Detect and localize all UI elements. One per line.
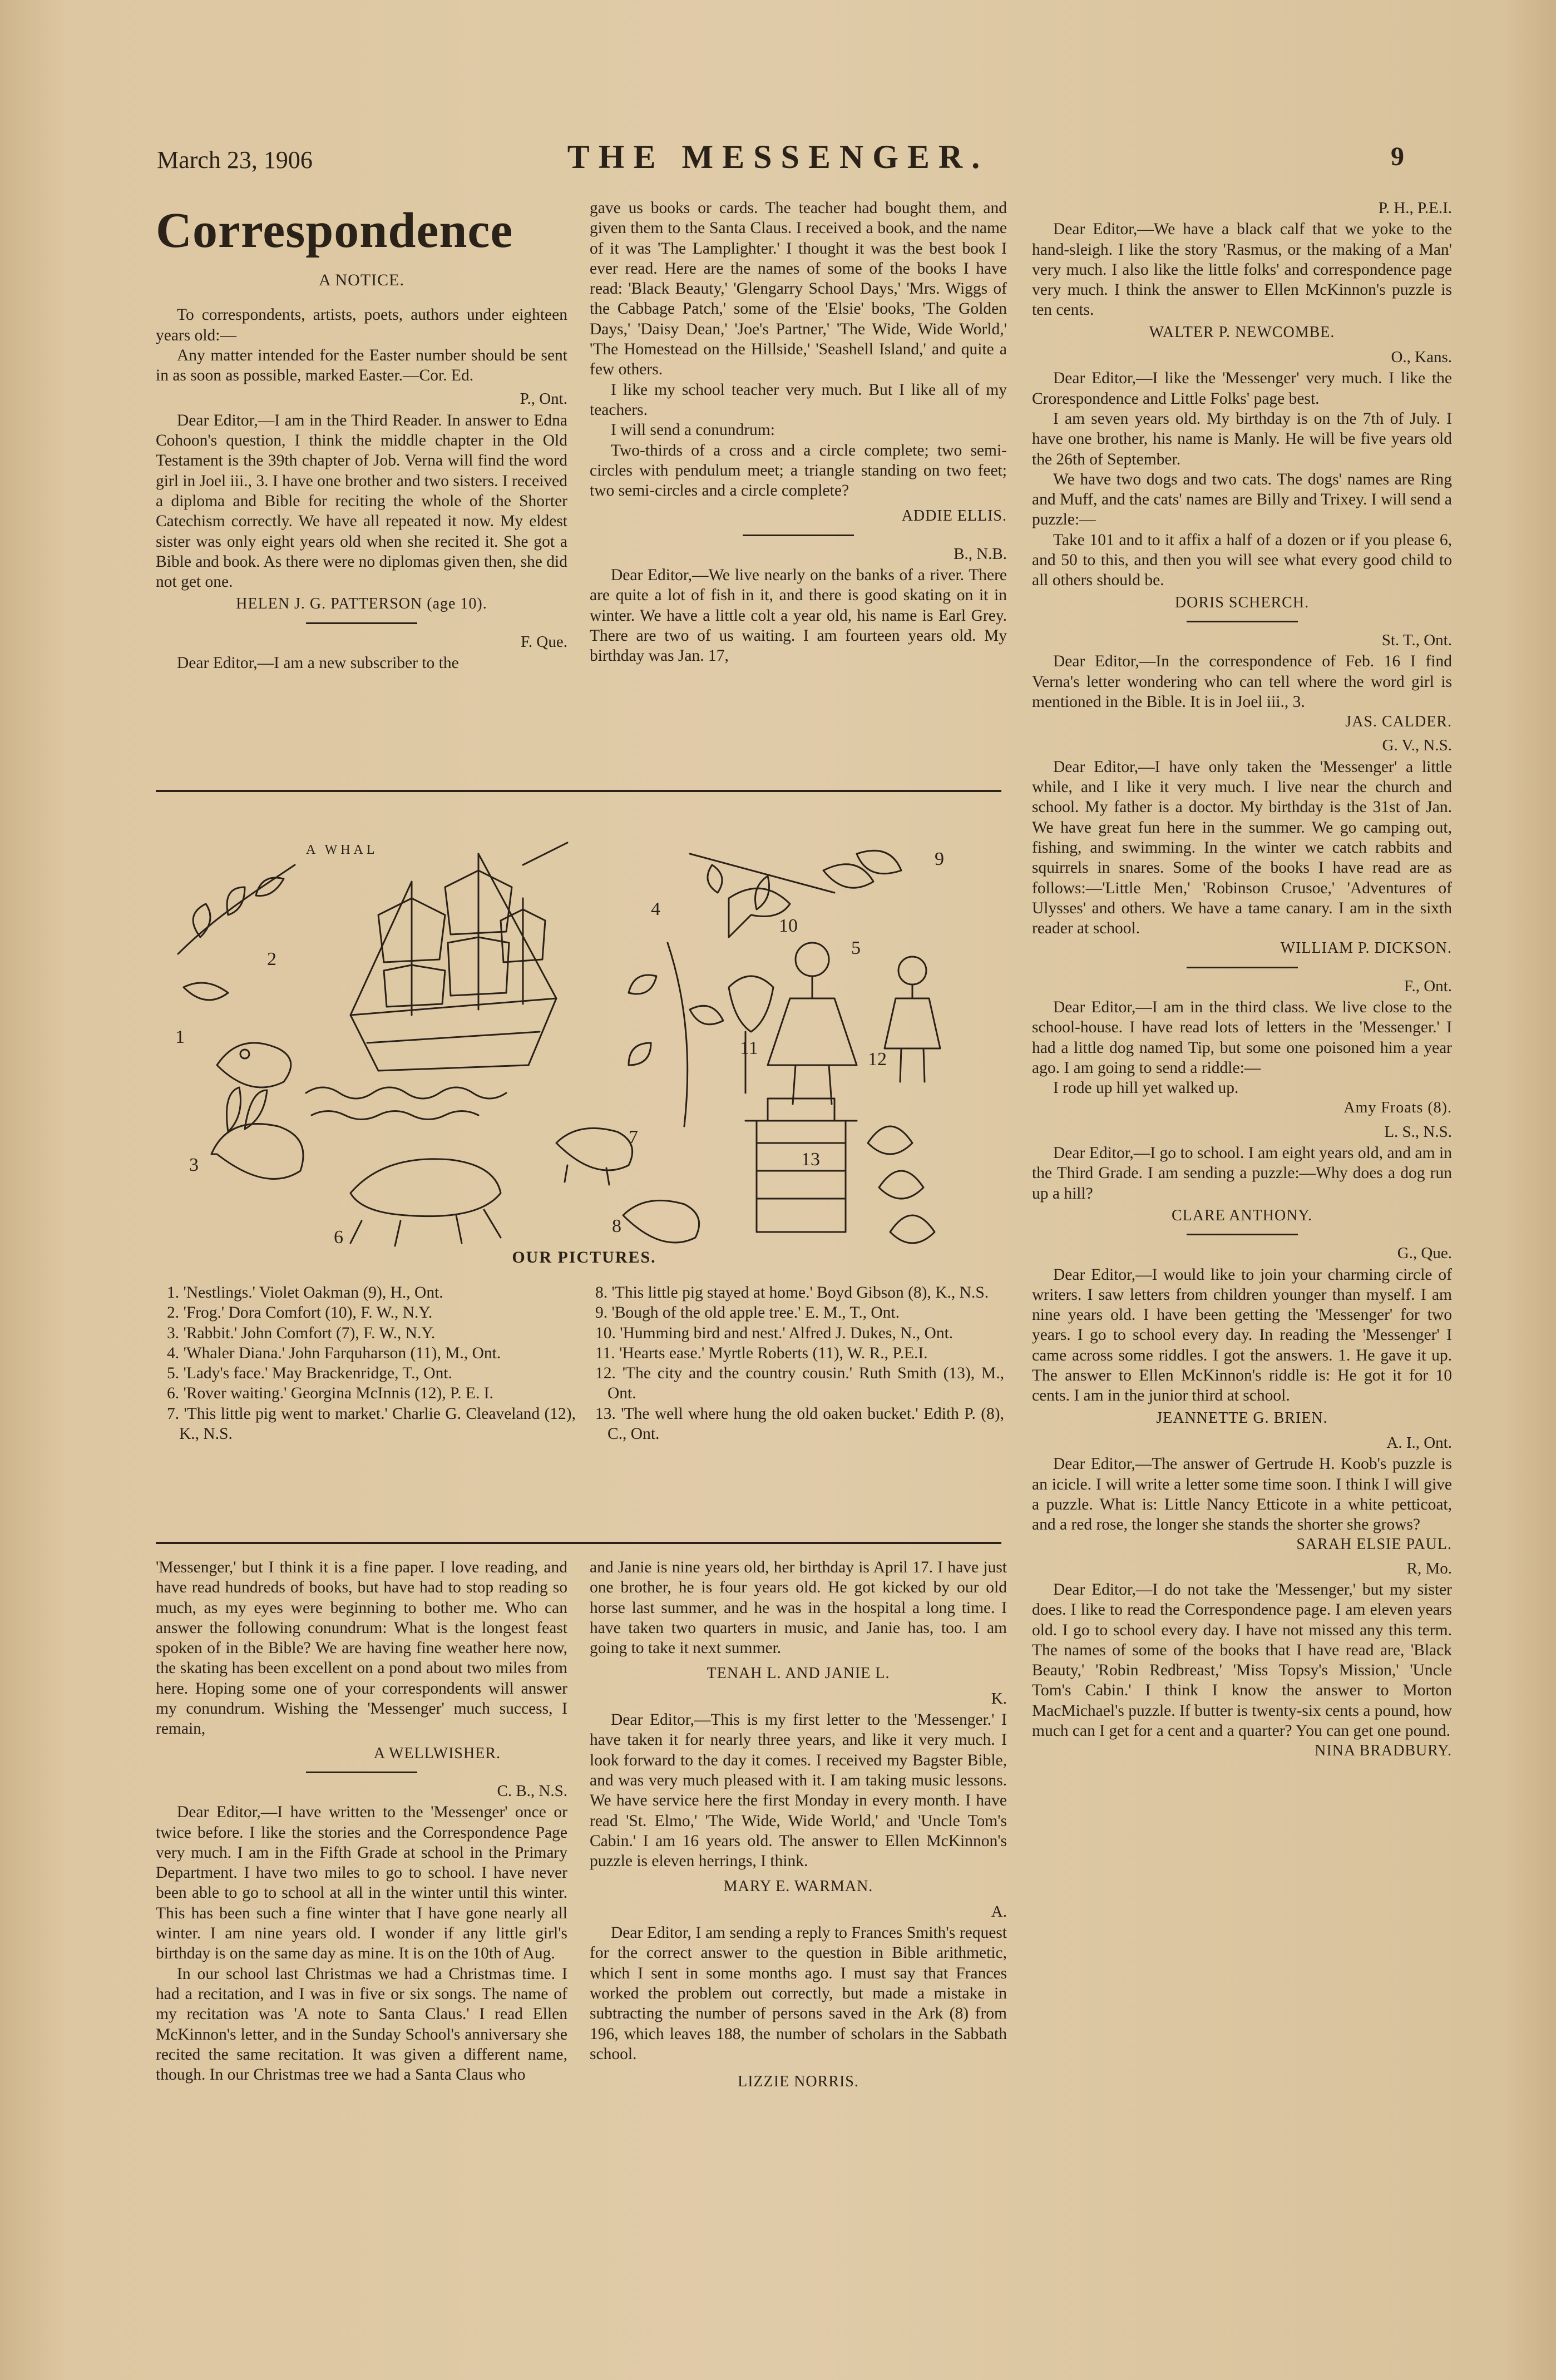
picture-number: 3	[189, 1155, 199, 1175]
picture-number: 9	[935, 849, 944, 869]
letter-text: Dear Editor,—We live nearly on the banks of a river. There are quite a lot of fish in it, and there is good skating on it in winter. We have a little colt a year old, his name is Earl Grey. There are two of us waiting. I am fourteen years old. My birthday was Jan. 17,	[590, 566, 1007, 665]
picture-credit: 13. 'The well where hung the old oaken bucket.' Edith P. (8), C., Ont.	[595, 1404, 1004, 1443]
letter-location: P. H., P.E.I.	[1378, 199, 1452, 217]
letter-text: Dear Editor,—I have written to the 'Messenger' once or twice before. I like the stories and the Correspondence Page very much. I am in the Fifth Grade at school in the Primary Department. I have two miles to go to school. I have never been able to go to school at all in the winter until this winter. This has been such a fine winter that I have gone nearly all winter. I am nine years old. I wonder if any little girl's birthday is on the same day as mine. It is on the 10th of Aug.	[156, 1803, 567, 1963]
letter-text: In our school last Christmas we had a Christmas time. I had a recitation, and I was in five or six songs. The name of my recitation was 'A note to Santa Claus.' I read Ellen McKinnon's letter, and in the Sunday School's anniversary she recited the same recitation. It was given a different name, though. In our Christmas tree we had a Santa Claus who	[156, 1965, 567, 2084]
our-pictures-heading: OUR PICTURES.	[512, 1248, 656, 1266]
correspondence-heading: Correspondence	[156, 203, 513, 258]
letter-signature: NINA BRADBURY.	[1315, 1742, 1452, 1760]
picture-credit: 5. 'Lady's face.' May Brackenridge, T., Ont.	[167, 1364, 452, 1383]
picture-number: 13	[801, 1149, 820, 1170]
letter-signature: CLARE ANTHONY.	[1171, 1206, 1313, 1224]
horizontal-rule	[156, 790, 1001, 792]
conundrum: Two-thirds of a cross and a circle complete; two semi-circles with pendulum meet; a triangle standing on two feet; two semi-circles and a circle complete?	[590, 441, 1007, 500]
letter-signature: LIZZIE NORRIS.	[738, 2073, 859, 2091]
column-1	[156, 200, 567, 673]
picture-number: 6	[334, 1227, 343, 1248]
picture-number: 7	[629, 1127, 638, 1147]
letter-location: R, Mo.	[1406, 1559, 1452, 1577]
riddle: I rode up hill yet walked up.	[1053, 1079, 1239, 1097]
letter-signature: ADDIE ELLIS.	[901, 507, 1007, 525]
letter-text: Dear Editor,—I do not take the 'Messenger,' but my sister does. I like to read the Correspondence page. I am eleven years old. I go to school every day. I have not missed any this term. The names of some of the books that I have read are, 'Black Beauty,' 'Robin Redbreast,' 'Miss Topsy's Mission,' 'Uncle Tom's Cabin.' I think I know the answer to Morton MacMichael's puzzle. If butter is twenty-six cents a pound, how much can I get for a cent and a quarter? You can get one pound.	[1032, 1581, 1452, 1740]
picture-credit: 7. 'This little pig went to market.' Charlie G. Cleaveland (12), K., N.S.	[167, 1404, 576, 1443]
letter-signature: A WELLWISHER.	[373, 1744, 501, 1762]
picture-credit: 11. 'Hearts ease.' Myrtle Roberts (11), W. R., P.E.I.	[595, 1344, 928, 1362]
letter-location: L. S., N.S.	[1384, 1122, 1452, 1141]
children-drawings-illustration	[167, 832, 990, 1265]
picture-number: 11	[740, 1038, 758, 1058]
horizontal-rule	[156, 1542, 1001, 1544]
letter-text: Dear Editor,—This is my first letter to the 'Messenger.' I have taken it for nearly three years, and like it very much. I look forward to the day it comes. I received my Bagster Bible, and was very much pleased with it. I am taking music lessons. We have service here the first Monday in every month. I have read 'St. Elmo,' 'The Wide, Wide World,' and 'Uncle Tom's Cabin.' I am 16 years old. The answer to Ellen McKinnon's puzzle is eleven herrings, I think.	[590, 1711, 1007, 1871]
letter-text: Dear Editor, I am sending a reply to Frances Smith's request for the correct answer to the question in Bible arithmetic, which I sent in some months ago. I must say that Frances worked the problem out correctly, but made a mistake in subtracting the number of persons saved in the Ark (8) from 196, which leaves 188, the number of scholars in the Sabbath school.	[590, 1924, 1007, 2063]
picture-credit: 6. 'Rover waiting.' Georgina McInnis (12), P. E. I.	[167, 1384, 493, 1403]
letter-text: I like my school teacher very much. But I like all of my teachers.	[590, 380, 1007, 419]
picture-credit: 12. 'The city and the country cousin.' Ruth Smith (13), M., Ont.	[595, 1364, 1004, 1403]
letter-location: O., Kans.	[1391, 348, 1452, 367]
letter-signature: HELEN J. G. PATTERSON (age 10).	[236, 595, 487, 613]
lower-column-2	[590, 1557, 1007, 2096]
masthead-title: THE MESSENGER.	[567, 138, 989, 175]
letter-text: I am seven years old. My birthday is on the 7th of July. I have one brother, his name is Manly. He will be five years old the 26th of September.	[1032, 409, 1452, 468]
letter-signature: DORIS SCHERCH.	[1174, 593, 1310, 611]
picture-number: 2	[267, 949, 276, 969]
letter-text: gave us books or cards. The teacher had bought them, and given them to the Santa Claus. I received a book, and the name of it was 'The Lamplighter.' I thought it was the best book I ever read. Here are the names of some of the books I have read: 'Black Beauty,' 'Glengarry School Days,' 'Mrs. Wiggs of the Cabbage Patch,' some of the 'Elsie' books, 'The Golden Days,' 'Daisy Dean,' 'Joe's Partner,' 'The Wide, Wide World,' 'The Homestead on the Hillside,' 'Seashell Island,' and quite a few others.	[590, 199, 1007, 379]
letter-text: We have two dogs and two cats. The dogs' names are Ring and Muff, and the cats' names are Billy and Trixey. I will send a puzzle:—	[1032, 470, 1452, 529]
picture-credit: 2. 'Frog.' Dora Comfort (10), F. W., N.Y.	[167, 1304, 433, 1322]
letter-location: F., Ont.	[1404, 977, 1452, 995]
letter-signature: JAS. CALDER.	[1345, 713, 1452, 731]
separator	[743, 535, 854, 536]
letter-text: Dear Editor,—I have only taken the 'Messenger' a little while, and I like it very much. I live near the church and school. My father is a doctor. My birthday is the 31st of Jan. We have great fun here in the summer. We go camping out, fishing, and swimming. In the winter we catch rabbits and squirrels in snares. Some of the books I have read are as follows:—'Little Men,' 'Robinson Crusoe,' 'Adventures of Ulysses' and others. We have a tame canary. I am in the sixth reader at school.	[1032, 758, 1452, 938]
letter-text: Dear Editor,—The answer of Gertrude H. Koob's puzzle is an icicle. I will write a letter some time soon. I think I will give a puzzle. What is: Little Nancy Etticote in a white petticoat, and a red rose, the longer she stands the shorter she grows?	[1032, 1455, 1452, 1534]
column-2	[590, 198, 1007, 666]
letter-location: F. Que.	[521, 632, 567, 651]
picture-number: 5	[851, 938, 861, 958]
picture-credit: 10. 'Humming bird and nest.' Alfred J. Dukes, N., Ont.	[595, 1324, 954, 1342]
letter-text: I will send a conundrum:	[611, 421, 775, 439]
separator	[306, 1772, 417, 1773]
letter-signature: MARY E. WARMAN.	[723, 1878, 873, 1896]
letter-signature: SARAH ELSIE PAUL.	[1296, 1536, 1452, 1553]
picture-credit: 3. 'Rabbit.' John Comfort (7), F. W., N.Y.	[167, 1324, 436, 1342]
picture-number: 12	[868, 1049, 887, 1070]
lower-column-1	[156, 1557, 567, 2085]
letter-text: 'Messenger,' but I think it is a fine paper. I love reading, and have read hundreds of books, but have had to stop reading so much, as my eyes were beginning to bother me. Who can answer the following conundrum: What is the longest feast spoken of in the Bible? We are having fine weather here now, the skating has been excellent on a pond about two miles from here. Hoping some one of your correspondents will answer my conundrum. Wishing the 'Messenger' much success, I remain,	[156, 1558, 567, 1738]
letter-signature: TENAH L. AND JANIE L.	[707, 1665, 890, 1683]
letter-signature: WALTER P. NEWCOMBE.	[1149, 323, 1335, 341]
letter-text: Dear Editor,—I go to school. I am eight years old, and am in the Third Grade. I am sending a puzzle:—Why does a dog run up a hill?	[1032, 1144, 1452, 1203]
letter-location: G. V., N.S.	[1382, 736, 1452, 755]
letter-signature: Amy Froats (8).	[1343, 1099, 1452, 1117]
our-pictures-list-left	[167, 1283, 576, 1444]
issue-date: March 23, 1906	[157, 146, 313, 174]
letter-text: Dear Editor,—In the correspondence of Feb. 16 I find Verna's letter wondering who can tell where the word girl is mentioned in the Bible. It is in Joel iii., 3.	[1032, 652, 1452, 711]
letter-location: A.	[991, 1902, 1007, 1921]
notice-heading: A NOTICE.	[319, 271, 404, 289]
picture-number: 1	[175, 1027, 185, 1047]
letter-text: Dear Editor,—We have a black calf that we yoke to the hand-sleigh. I like the story 'Rasmus, or the making of a Man' very much. I also like the little folks' and correspondence page very much. I think the answer to Ellen McKinnon's puzzle is ten cents.	[1032, 220, 1452, 319]
picture-number: 4	[651, 899, 660, 919]
letter-signature: JEANNETTE G. BRIEN.	[1156, 1409, 1328, 1427]
picture-credit: 4. 'Whaler Diana.' John Farquharson (11), M., Ont.	[167, 1344, 501, 1362]
letter-text: and Janie is nine years old, her birthday is April 17. I have just one brother, he is four years old. He got kicked by our old horse last summer, and he was in the hospital a long time. I have taken two quarters in music, and Janie has, too. I am going to take it next summer.	[590, 1558, 1007, 1657]
letter-location: G., Que.	[1397, 1244, 1452, 1263]
letter-text: Dear Editor,—I would like to join your charming circle of writers. I saw letters from children younger than myself. I am nine years old. I have been getting the 'Messenger' for two years. I go to school every day. In reading the 'Messenger' I came across some riddles. I got the answers. 1. He gave it up. The answer to Ellen McKinnon's riddle is: He got it for 10 cents. I am in the junior third at school.	[1032, 1265, 1452, 1405]
column-3	[1032, 195, 1452, 1765]
letter-location: C. B., N.S.	[497, 1782, 567, 1800]
notice-text: To correspondents, artists, poets, authors under eighteen years old:—	[156, 306, 567, 344]
picture-credit: 1. 'Nestlings.' Violet Oakman (9), H., Ont.	[167, 1284, 443, 1302]
separator	[1187, 621, 1298, 622]
letter-location: B., N.B.	[954, 545, 1007, 563]
picture-number: 8	[612, 1216, 621, 1236]
letter-location: A. I., Ont.	[1386, 1433, 1452, 1452]
letter-location: P., Ont.	[520, 390, 567, 408]
page-number: 9	[1391, 142, 1404, 171]
letter-text: Dear Editor,—I am a new subscriber to the	[177, 654, 459, 672]
letter-text: Dear Editor,—I like the 'Messenger' very much. I like the Crorespondence and Little Folks' page best.	[1032, 369, 1452, 408]
notice-text: Any matter intended for the Easter number should be sent in as soon as possible, marked Easter.—Cor. Ed.	[156, 346, 567, 385]
letter-location: St. T., Ont.	[1381, 631, 1452, 649]
illustration-scrawl: A WHAL	[306, 843, 378, 857]
letter-text: Take 101 and to it affix a half of a dozen or if you please 6, and 50 to this, and then you will see what every good child to all others should be.	[1032, 531, 1452, 590]
letter-signature: WILLIAM P. DICKSON.	[1280, 939, 1452, 957]
picture-credit: 9. 'Bough of the old apple tree.' E. M., T., Ont.	[595, 1304, 900, 1322]
letter-text: Dear Editor,—I am in the Third Reader. In answer to Edna Cohoon's question, I think the middle chapter in the Old Testament is the 39th chapter of Job. Verna will find the word girl in Joel iii., 3. I have one brother and two sisters. I received a diploma and Bible for reciting the whole of the Shorter Catechism correctly. We have all repeated it now. My eldest sister was only eight years old when she recited it. She got a Bible and book. As there were no diplomas given then, she did not get one.	[156, 411, 567, 591]
picture-credit: 8. 'This little pig stayed at home.' Boyd Gibson (8), K., N.S.	[595, 1284, 989, 1302]
letter-location: K.	[991, 1689, 1007, 1708]
separator	[1187, 1234, 1298, 1235]
picture-number: 10	[779, 916, 798, 936]
separator	[1187, 967, 1298, 968]
separator	[306, 622, 417, 624]
letter-text: Dear Editor,—I am in the third class. We live close to the school-house. I have read lots of letters in the 'Messenger.' I had a little dog named Tip, but some one poisoned him a year ago. I am going to send a riddle:—	[1032, 998, 1452, 1077]
our-pictures-list-right	[595, 1283, 1004, 1444]
